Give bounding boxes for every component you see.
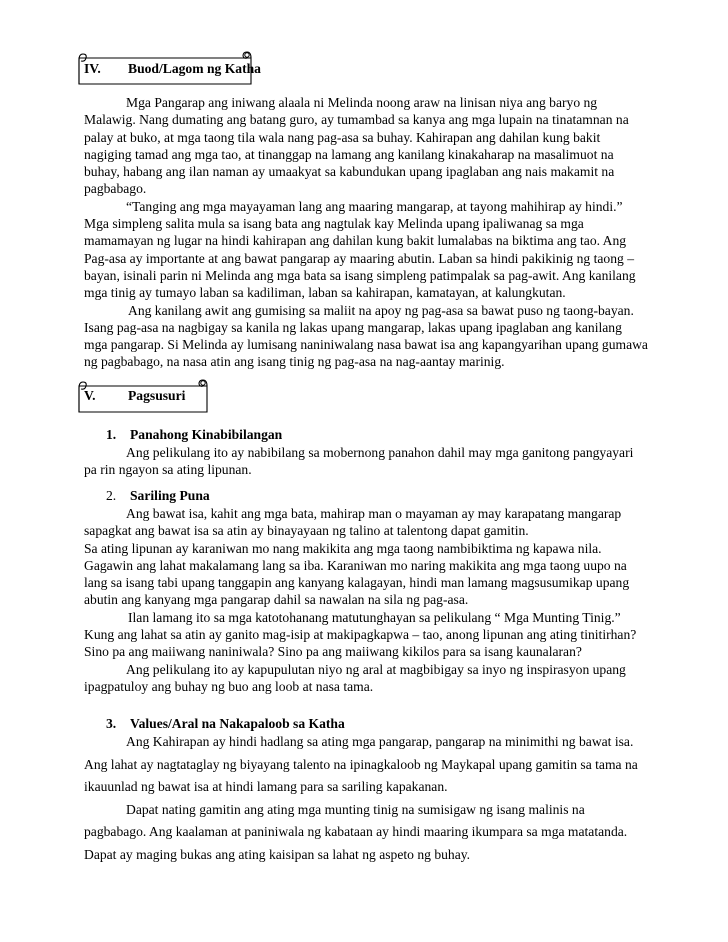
subsection-title: Panahong Kinabibilangan (130, 427, 283, 442)
section-5-title: Pagsusuri (128, 388, 186, 403)
paragraph: Mga Pangarap ang iniwang alaala ni Melinda noong araw na linisan niya ang baryo ng Malawig. Nang dumating ang batang guro, ay tumambad sa kanya ang mga lupain na tinatamnan na palay at buko, at mga taong tila wala nang pag-asa sa buhay. Kahirapan ang dahilan kung bakit nagiging tamad ang mga tao, at tinanggap na lamang ang kanilang kinakaharap na masalimuot na buhay, habang ang ilan naman ay umaakyat sa kabundukan upang ipaglaban ang nais makamit na pagbabago. (84, 95, 629, 197)
subsection-1-body (84, 444, 648, 479)
section-4-number: IV. (84, 61, 101, 76)
subsection-3-body (84, 731, 648, 866)
paragraph: “Tanging ang mga mayayaman lang ang maaring mangarap, at tayong mahihirap ay hindi.” Mga simpleng salita mula sa isang bata ang nagtulak kay Melinda upang ipaliwanag sa mga mamamayan ng lugar na hindi kahirapan ang dahilan kung bakit lumalabas na biktima ang tao. Ang Pag-asa ay importante at ang bawat pangarap ay maaring abutin. Laban sa hindi pakikinig ng taong – bayan, isinali parin ni Melinda ang mga bata sa isang simpleng patimpalak sa pag-awit. Ang kanilang mga tinig ay tumayo laban sa kadiliman, laban sa kahirapan, kamatayan, at kalungkutan. (84, 198, 636, 301)
subsection-title: Sariling Puna (130, 488, 210, 503)
paragraph: Ilan lamang ito sa mga katotohanang matutunghayan sa pelikulang “ Mga Munting Tinig.” Kung ang lahat sa atin ay ganito mag-isip at makipagkapwa – tao, anong lipunan ang ating tinitirhan? Sino pa ang maiiwang naniniwala? Sino pa ang maiiwang kikilos para sa isang kaunalaran? (84, 609, 637, 660)
subsection-number: 1. (106, 427, 117, 442)
subsection-number: 3. (106, 716, 117, 731)
paragraph: Ang kanilang awit ang gumising sa maliit na apoy ng pag-asa sa bawat puso ng taong-bayan. Isang pag-asa na nagbigay sa kanila ng lakas upang mangarap, lakas upang ipaglaban ang kanilang mga pangarap. Si Melinda ay lumisang naniniwalang nasa bawat isa ang kapangyarihan upang gumawa ng pagbabago, na nasa atin ang isang tinig ng pag-asa na nag-aantay marinig. (84, 302, 648, 370)
paragraph: Ang pelikulang ito ay nabibilang sa mobernong panahon dahil may mga ganitong pangyayari pa rin ngayon sa ating lipunan. (84, 445, 634, 478)
section-4-body (84, 94, 648, 371)
subsection-heading (106, 488, 210, 504)
paragraph: Sa ating lipunan ay karaniwan mo nang makikita ang mga taong nambibiktima ng kapawa nila. Gagawin ang lahat makalamang lang sa iba. Karaniwan mo naring makikita ang mga taong uupo na lang sa isang tabi upang tanggapin ang kanyang kalagayan, hindi man lamang magsusumikap upang abutin ang kanyang mga pangarap dahil sa nawalan na sila ng pag-asa. (84, 540, 630, 608)
paragraph: Dapat nating gamitin ang ating mga munting tinig na sumisigaw ng isang malinis na pagbabago. Ang kaalaman at paniniwala ng kabataan ay hindi maaring ikumpara sa mga matatanda. Dapat ay maging bukas ang ating kaisipan sa lahat ng aspeto ng buhay. (84, 801, 628, 862)
subsection-heading (106, 427, 282, 443)
paragraph: Ang Kahirapan ay hindi hadlang sa ating mga pangarap, pangarap na minimithi ng bawat isa. Ang lahat ay nagtataglay ng biyayang talento na ipinagkaloob ng Maykapal upang gamitin sa tama na ikauunlad ng bawat isa at hindi lamang para sa sariling kapakanan. (84, 734, 638, 794)
subsection-number: 2. (106, 488, 117, 503)
subsection-heading (106, 716, 345, 732)
paragraph: Ang bawat isa, kahit ang mga bata, mahirap man o mayaman ay may karapatang mangarap sapagkat ang bawat isa sa atin ay binayayaan ng talino at talentong dapat gamitin. (84, 506, 622, 539)
subsection-title: Values/Aral na Nakapaloob sa Katha (130, 716, 345, 731)
paragraph: Ang pelikulang ito ay kapupulutan niyo ng aral at magbibigay sa inyo ng inspirasyon upang ipagpatuloy ang buhay ng buo ang loob at nasa tama. (84, 661, 626, 694)
section-4-title: Buod/Lagom ng Katha (128, 61, 261, 76)
subsection-2-body (84, 505, 648, 695)
section-5-number: V. (84, 388, 96, 403)
